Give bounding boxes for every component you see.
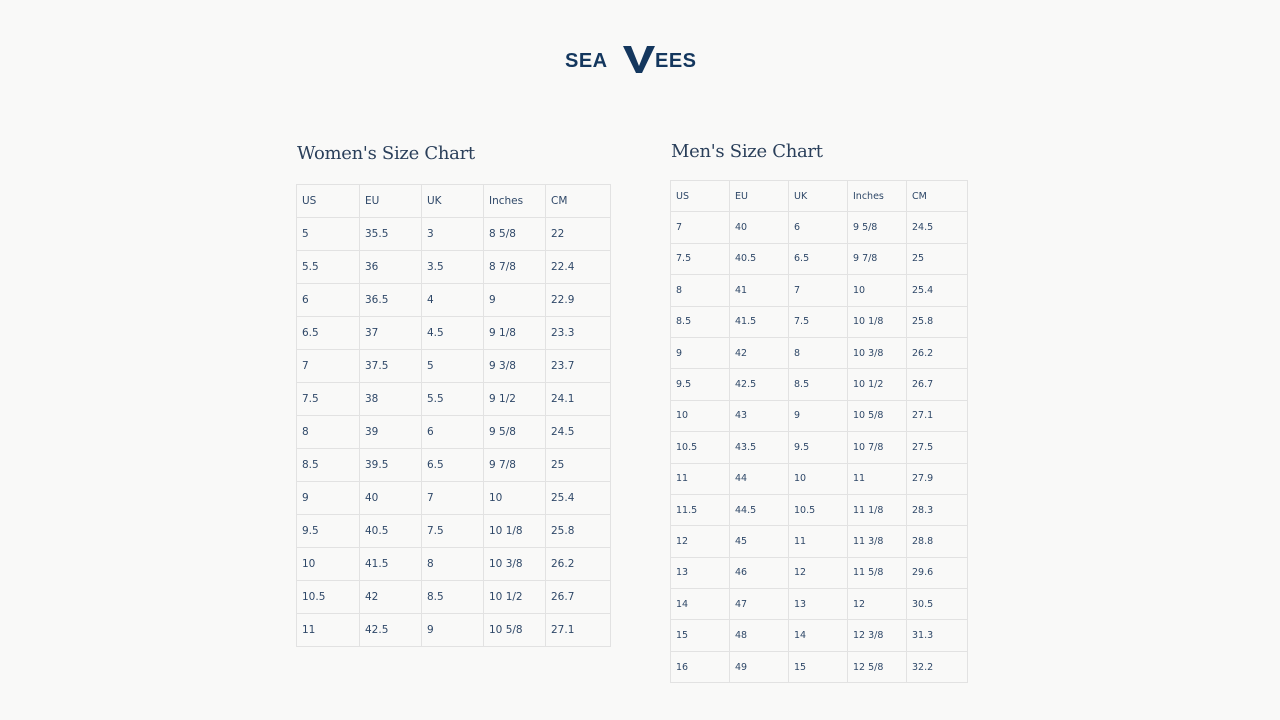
mens-table-row [671,306,968,337]
mens-table-cell: 11 [671,463,730,494]
womens-table-cell: 6 [297,284,360,317]
womens-table-cell: 9 7/8 [484,449,546,482]
mens-table-cell: 9.5 [671,369,730,400]
womens-table-cell: 24.5 [546,416,611,449]
womens-table-cell: 5 [297,218,360,251]
mens-table-cell: 15 [789,651,848,682]
womens-table-row [297,350,611,383]
womens-table-cell: 23.7 [546,350,611,383]
mens-table-cell: 10 7/8 [848,432,907,463]
womens-column-header: CM [546,185,611,218]
mens-table-cell: 16 [671,651,730,682]
womens-table-row [297,449,611,482]
mens-table-cell: 9 5/8 [848,212,907,243]
womens-table-cell: 39.5 [360,449,422,482]
womens-table-row [297,284,611,317]
mens-table-cell: 45 [730,526,789,557]
mens-table-cell: 11 5/8 [848,557,907,588]
womens-column-header: Inches [484,185,546,218]
womens-table-cell: 10 [484,482,546,515]
mens-table-cell: 12 [671,526,730,557]
womens-table-cell: 42.5 [360,614,422,647]
mens-table-cell: 14 [671,589,730,620]
womens-table-cell: 10.5 [297,581,360,614]
mens-table-cell: 44 [730,463,789,494]
womens-table-cell: 8.5 [297,449,360,482]
mens-table-cell: 43.5 [730,432,789,463]
mens-table-row [671,589,968,620]
womens-table-cell: 38 [360,383,422,416]
womens-column-header: EU [360,185,422,218]
mens-table-cell: 9.5 [789,432,848,463]
womens-table-cell: 9 1/2 [484,383,546,416]
womens-table-cell: 4 [422,284,484,317]
womens-table-row [297,548,611,581]
womens-table-cell: 10 1/8 [484,515,546,548]
mens-table-row [671,557,968,588]
mens-column-header: US [671,181,730,212]
mens-table-cell: 11 [789,526,848,557]
womens-table-cell: 22.9 [546,284,611,317]
mens-table-cell: 12 [848,589,907,620]
mens-table-cell: 13 [671,557,730,588]
mens-table-row [671,526,968,557]
womens-table-cell: 36 [360,251,422,284]
mens-table-cell: 47 [730,589,789,620]
mens-table-cell: 28.3 [907,494,968,525]
mens-table-cell: 10 [848,275,907,306]
mens-table-cell: 9 [671,337,730,368]
mens-table-row [671,494,968,525]
womens-table-cell: 7.5 [422,515,484,548]
womens-table-row [297,581,611,614]
mens-table-cell: 10.5 [671,432,730,463]
mens-table-cell: 9 [789,400,848,431]
womens-table-cell: 10 [297,548,360,581]
womens-table-cell: 5 [422,350,484,383]
womens-table-cell: 25 [546,449,611,482]
mens-table-row [671,463,968,494]
womens-table-cell: 6.5 [422,449,484,482]
mens-table-cell: 26.2 [907,337,968,368]
womens-table-cell: 7.5 [297,383,360,416]
seavees-logo-image [565,42,715,76]
womens-table-cell: 42 [360,581,422,614]
mens-table-cell: 8.5 [789,369,848,400]
mens-table-cell: 42.5 [730,369,789,400]
womens-table-row [297,515,611,548]
mens-table-row [671,432,968,463]
womens-table-cell: 40 [360,482,422,515]
mens-table-cell: 11 [848,463,907,494]
mens-table-cell: 28.8 [907,526,968,557]
mens-column-header: Inches [848,181,907,212]
mens-table-cell: 7 [671,212,730,243]
womens-table-cell: 22.4 [546,251,611,284]
womens-table-cell: 39 [360,416,422,449]
womens-table-cell: 10 3/8 [484,548,546,581]
mens-table-cell: 10 1/2 [848,369,907,400]
mens-table-cell: 41.5 [730,306,789,337]
mens-table-cell: 10 [671,400,730,431]
mens-column-header: CM [907,181,968,212]
mens-table-cell: 25 [907,243,968,274]
mens-table-cell: 49 [730,651,789,682]
mens-table-row [671,337,968,368]
womens-table-cell: 8.5 [422,581,484,614]
mens-table-cell: 44.5 [730,494,789,525]
womens-table-cell: 7 [422,482,484,515]
womens-table-cell: 23.3 [546,317,611,350]
svg-text:SEA: SEA [565,50,608,72]
mens-table-cell: 26.7 [907,369,968,400]
mens-table-cell: 11 1/8 [848,494,907,525]
womens-column-header: UK [422,185,484,218]
mens-table-cell: 32.2 [907,651,968,682]
womens-table-cell: 25.8 [546,515,611,548]
mens-table-row [671,212,968,243]
womens-table-row [297,482,611,515]
mens-table-row [671,369,968,400]
mens-table-cell: 27.1 [907,400,968,431]
mens-table-cell: 10 5/8 [848,400,907,431]
womens-table-cell: 9 3/8 [484,350,546,383]
mens-table-cell: 12 3/8 [848,620,907,651]
womens-table-cell: 8 [297,416,360,449]
womens-table-row [297,416,611,449]
mens-table-cell: 25.4 [907,275,968,306]
womens-table-cell: 40.5 [360,515,422,548]
womens-table-cell: 36.5 [360,284,422,317]
mens-table-cell: 10 1/8 [848,306,907,337]
mens-table-cell: 8 [671,275,730,306]
womens-table-cell: 9.5 [297,515,360,548]
mens-table-cell: 40 [730,212,789,243]
mens-table-cell: 15 [671,620,730,651]
mens-table-cell: 10.5 [789,494,848,525]
mens-table-cell: 12 5/8 [848,651,907,682]
womens-table-cell: 25.4 [546,482,611,515]
womens-size-table [296,184,611,647]
womens-table-cell: 24.1 [546,383,611,416]
mens-table-cell: 27.9 [907,463,968,494]
mens-size-table [670,180,968,683]
mens-size-chart-title: Men's Size Chart [671,141,823,162]
seavees-logo[interactable] [0,42,1280,80]
mens-table-cell: 6.5 [789,243,848,274]
womens-table-cell: 9 1/8 [484,317,546,350]
womens-table-row [297,251,611,284]
mens-table-cell: 48 [730,620,789,651]
womens-table-cell: 22 [546,218,611,251]
mens-table-cell: 31.3 [907,620,968,651]
womens-table-cell: 6 [422,416,484,449]
mens-table-cell: 10 3/8 [848,337,907,368]
mens-table-cell: 7.5 [789,306,848,337]
mens-table-cell: 13 [789,589,848,620]
mens-table-row [671,651,968,682]
mens-table-cell: 7 [789,275,848,306]
womens-table-cell: 41.5 [360,548,422,581]
mens-table-row [671,275,968,306]
mens-table-cell: 6 [789,212,848,243]
womens-table-cell: 37.5 [360,350,422,383]
mens-table-cell: 8.5 [671,306,730,337]
svg-text:EES: EES [655,50,697,72]
mens-table-row [671,400,968,431]
mens-table-cell: 43 [730,400,789,431]
womens-table-cell: 9 [297,482,360,515]
womens-table-cell: 5.5 [297,251,360,284]
womens-table-cell: 35.5 [360,218,422,251]
womens-table-cell: 8 [422,548,484,581]
mens-table-cell: 11 3/8 [848,526,907,557]
mens-table-cell: 10 [789,463,848,494]
womens-table-cell: 3 [422,218,484,251]
mens-column-header: UK [789,181,848,212]
womens-table-cell: 27.1 [546,614,611,647]
womens-table-cell: 11 [297,614,360,647]
womens-table-cell: 3.5 [422,251,484,284]
mens-table-cell: 24.5 [907,212,968,243]
mens-table-cell: 7.5 [671,243,730,274]
mens-header-row [671,181,968,212]
womens-table-cell: 37 [360,317,422,350]
mens-column-header: EU [730,181,789,212]
womens-table-cell: 6.5 [297,317,360,350]
mens-table-cell: 11.5 [671,494,730,525]
mens-table-cell: 42 [730,337,789,368]
womens-table-cell: 26.2 [546,548,611,581]
mens-table-cell: 29.6 [907,557,968,588]
mens-table-cell: 30.5 [907,589,968,620]
womens-table-cell: 5.5 [422,383,484,416]
womens-table-row [297,218,611,251]
mens-table-cell: 25.8 [907,306,968,337]
mens-table-row [671,620,968,651]
womens-table-cell: 9 [422,614,484,647]
womens-table-cell: 7 [297,350,360,383]
womens-table-cell: 4.5 [422,317,484,350]
mens-table-cell: 14 [789,620,848,651]
mens-table-cell: 9 7/8 [848,243,907,274]
mens-table-cell: 12 [789,557,848,588]
womens-table-cell: 8 7/8 [484,251,546,284]
mens-table-row [671,243,968,274]
womens-table-cell: 9 [484,284,546,317]
mens-table-cell: 41 [730,275,789,306]
womens-table-row [297,383,611,416]
womens-table-cell: 8 5/8 [484,218,546,251]
mens-table-cell: 27.5 [907,432,968,463]
womens-table-cell: 10 1/2 [484,581,546,614]
mens-table-cell: 46 [730,557,789,588]
womens-table-cell: 10 5/8 [484,614,546,647]
womens-size-chart-title: Women's Size Chart [297,143,475,164]
womens-header-row [297,185,611,218]
womens-table-cell: 26.7 [546,581,611,614]
mens-table-cell: 40.5 [730,243,789,274]
womens-table-row [297,317,611,350]
womens-column-header: US [297,185,360,218]
womens-table-row [297,614,611,647]
womens-table-cell: 9 5/8 [484,416,546,449]
mens-table-cell: 8 [789,337,848,368]
